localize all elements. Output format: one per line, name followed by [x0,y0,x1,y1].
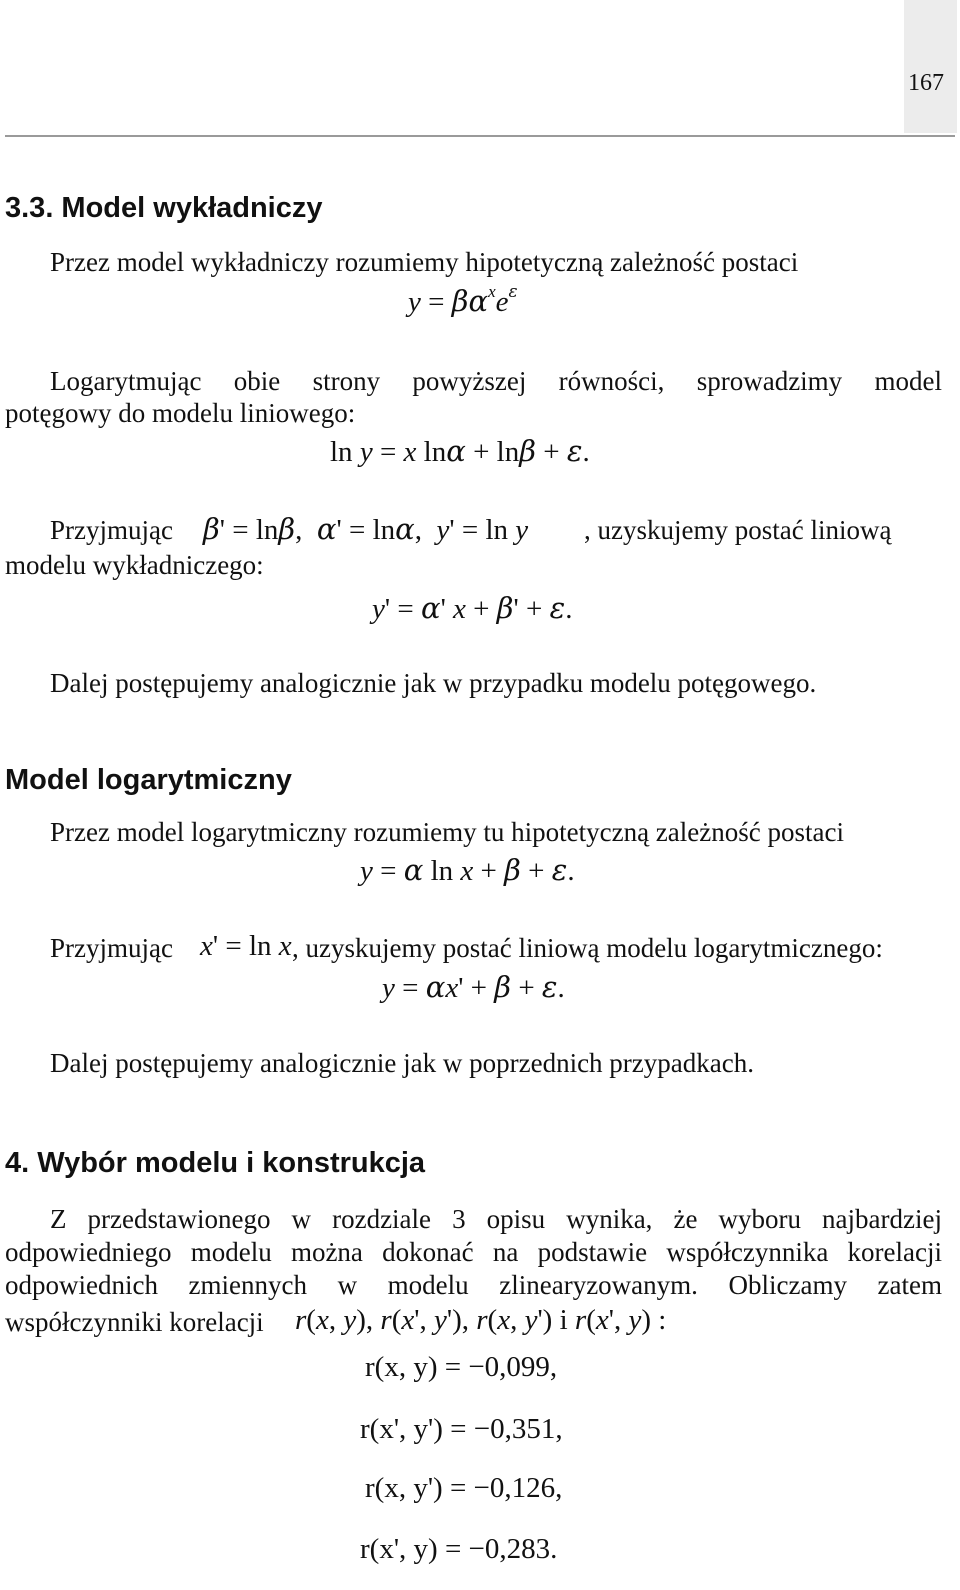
log-substitution-suffix: , uzyskujemy postać liniową modelu logarytmicznego: [292,933,883,963]
paragraph-log-line2: potęgowy do modelu liniowego: [5,398,356,428]
correlation-coefficient-3: r(x, y') = −0,126, [365,1472,563,1504]
header-rule [5,135,955,137]
paragraph4-line4-prefix: współczynniki korelacji [5,1307,264,1337]
log-intro-text: Przez model logarytmiczny rozumiemy tu hipotetyczną zależność postaci [50,817,844,847]
equation-log-linear-model: y = αx' + β + ε. [382,970,565,1004]
correlation-coefficient-1: r(x, y) = −0,099, [365,1351,558,1383]
log-substitution-prefix: Przyjmując [50,933,173,963]
equation-exponential-model: $y = \beta\alpha^xe^\varepsilon$ [408,282,518,318]
paragraph-log-line1: Logarytmując obie strony powyższej równości, sprowadzimy model [50,366,942,396]
section-title: 3.3. Model wykładniczy [5,192,323,224]
substitution-equations: β' = lnβ, α' = lnα, y' = ln y [203,512,529,546]
equation-log-linear: ln y = x lnα + lnβ + ε. [330,434,590,468]
paragraph4-line3: odpowiednich zmiennych w modelu zlinearyzowanym. Obliczamy zatem [5,1270,942,1300]
correlation-coefficient-4: r(x', y) = −0,283. [360,1533,558,1565]
equation-exponential-linear: y' = α' x + β' + ε. [372,591,573,625]
further-text-1: Dalej postępujemy analogicznie jak w przypadku modelu potęgowego. [50,668,817,698]
equation-log-model: y = α ln x + β + ε. [360,853,575,887]
page-number: 167 [908,70,944,96]
paragraph4-line1: Z przedstawionego w rozdziale 3 opisu wynika, że wyboru najbardziej [50,1204,942,1234]
substitution-line2: modelu wykładniczego: [5,550,264,580]
subsection-title: Model logarytmiczny [5,764,292,796]
substitution-suffix: , uzyskujemy postać liniową [584,515,892,545]
log-substitution-equation: x' = ln x [200,930,292,962]
intro-text: Przez model wykładniczy rozumiemy hipotetyczną zależność postaci [50,247,799,277]
page-number-box [904,0,957,133]
substitution-prefix: Przyjmując [50,515,173,545]
correlation-coefficient-2: r(x', y') = −0,351, [360,1413,563,1445]
paragraph4-line2: odpowiedniego modelu można dokonać na podstawie współczynnika korelacji [5,1237,942,1267]
section4-title: 4. Wybór modelu i konstrukcja [5,1147,426,1179]
further-text-2: Dalej postępujemy analogicznie jak w poprzednich przypadkach. [50,1048,754,1078]
correlation-list: r(x, y), r(x', y'), r(x, y') i r(x', y) : [295,1304,667,1336]
